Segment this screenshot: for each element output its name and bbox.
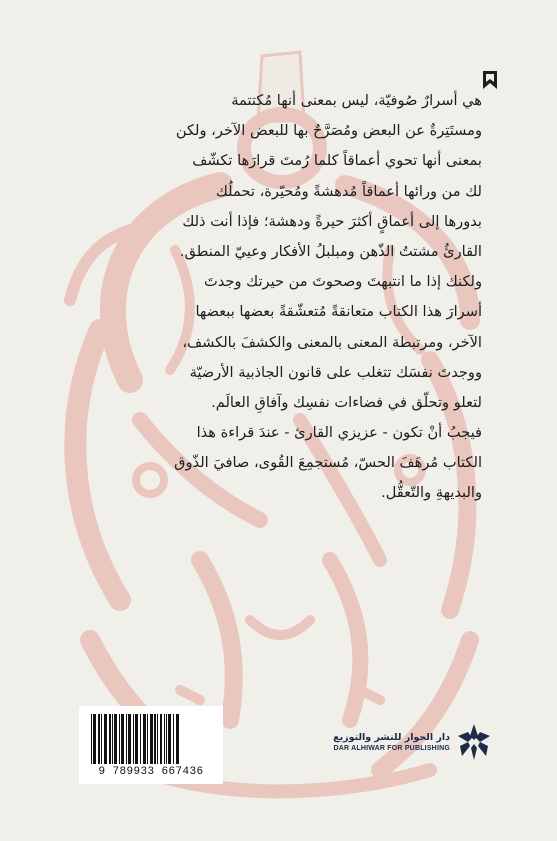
barcode-bar [101,714,102,764]
barcode-bar [166,714,167,764]
blurb-text [62,86,482,509]
blurb-line: والبديهةِ والتّعقُّل. [381,484,482,502]
blurb-line: أسرارَ هذا الكتاب متعانقةً مُتعشّقةً بعضها ببعضها [195,303,482,321]
barcode-bar [121,714,124,764]
blurb-line: القارئُ مشتتُ الذّهن ومبلبلُ الأفكار وعييّ المنطق. [179,242,482,260]
barcode-bar [150,714,153,764]
barcode-bar [140,714,141,764]
publisher-name-english: DAR ALHIWAR FOR PUBLISHING [333,745,450,752]
barcode-bar [157,714,158,764]
blurb-line: بمعنى أنها تحوي أعماقاً كلما رُمتَ قرارَها تكشّف [192,152,482,170]
blurb-line: الكتاب مُرهَفَ الحسّ، مُستجمِعَ القُوى، صافيَ الذّوق [174,454,482,472]
barcode-bar [126,714,127,764]
bookmark-icon [482,70,498,90]
blurb-line: لك من ورائها أعماقاً مُدهشةً ومُحيّرة، تحملُك [215,182,482,200]
blurb-line: فيجبُ أنْ تكون - عزيزي القارئ - عندَ قراءة هذا [196,424,482,442]
barcode-bar [133,714,134,764]
publisher-name-arabic: دار الحوار للنشر والتوزيع [333,732,450,743]
barcode-bar [173,714,174,764]
barcode-bar [147,714,148,764]
barcode-bar [160,714,162,764]
barcode-bar [164,714,165,764]
barcode-bars [89,714,213,764]
barcode-bar [154,714,156,764]
barcode-bar [112,714,113,764]
blurb-line: هي أسرارٌ صُوفيّة، ليس بمعنى أنها مُكتتمة [231,92,482,109]
barcode-bar [98,714,100,764]
isbn-barcode [79,706,223,784]
publisher-imprint [330,722,490,772]
barcode-bar [93,714,96,764]
barcode-bar [143,714,146,764]
barcode-bar [114,714,117,764]
barcode-bar [176,714,179,764]
barcode-bar [119,714,120,764]
blurb-line: الآخر، ومرتبطة المعنى بالمعنى والكشفَ بالكشف، [182,333,482,351]
isbn-number: 9 789933 667436 [98,766,204,778]
barcode-bar [168,714,171,764]
blurb-line: ولكنك إذا ما انتبهتَ وصحوتَ من حيرتك وجدتَ [204,273,482,291]
barcode-bar [128,714,131,764]
star-flower-icon [456,722,492,762]
barcode-bar [104,714,107,764]
blurb-line: بدورها إلى أعماقٍ أكثرَ حيرةً ودهشة؛ فإذا أنت ذلك [182,212,482,230]
barcode-bar [135,714,138,764]
blurb-line: لتعلو وتحلّق في فضاءات نفسِك وآفاقِ العالَم. [211,393,482,411]
barcode-bar [91,714,92,764]
blurb-line: ووجدتَ نفسَك تتغلب على قانون الجاذبية الأرضيّة [189,363,482,381]
blurb-line: ومستَتِرةٌ عن البعض ومُصَرَّحٌ بها للبعض الآخر، ولكن [175,122,482,140]
barcode-bar [109,714,111,764]
